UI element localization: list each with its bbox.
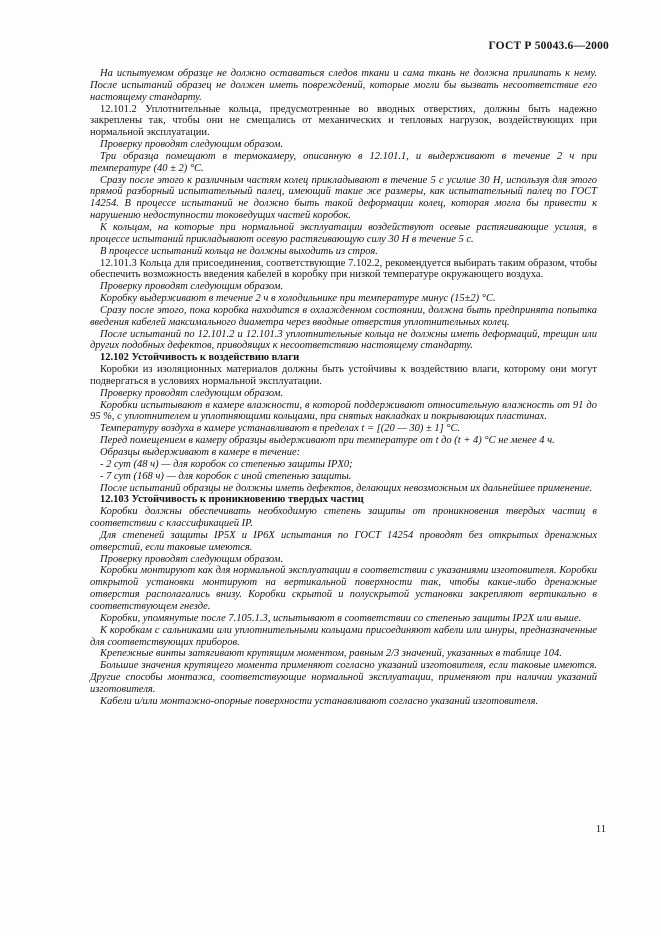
paragraph: Коробки, упомянутые после 7.105.1.3, испытывают в соответствии со степенью защиты IP2X или выше. [100,612,582,624]
paragraph: Коробку выдерживают в течение 2 ч в холодильнике при температуре минус (15±2) °С. [100,293,496,305]
paragraph: Сразу после этого к различным частям колец прикладывают в течение 5 с усилие 30 Н, используя для этого прямой разборный испытательный палец, имеющий такие же размеры, как испытательный палец по ГОСТ 14254. В процессе испытаний не должно быть такой деформации колец, которая могла бы привести к нарушению недоступности токоведущих частей коробок. [90,174,597,222]
section-heading: 12.103 Устойчивость к проникновению твердых частиц [100,494,364,506]
paragraph: Перед помещением в камеру образцы выдерживают при температуре от t до (t + 4) °С не менее 4 ч. [100,435,555,447]
paragraph: Коробки должны обеспечивать необходимую степень защиты от проникновения твердых частиц в соответствии с классификацией IP. [90,506,597,530]
paragraph: Коробки из изоляционных материалов должны быть устойчивы к воздействию влаги, которому они могут подвергаться в условиях нормальной эксплуатации. [90,364,597,387]
paragraph: Проверку проводят следующим образом. [100,139,284,151]
paragraph: Проверку проводят следующим образом. [100,553,284,565]
paragraph: Коробки монтируют как для нормальной эксплуатации в соответствии с указаниями изготовителя. Коробки открытой установки монтируют на вертикальной поверхности так, чтобы какие-либо дренажные отверстия располагались внизу. Коробки скрытой и полускрытой установки закрепляют вертикально в соответствующем гнезде. [90,565,597,612]
paragraph: К кольцам, на которые при нормальной эксплуатации воздействуют осевые растягивающие усилия, в процессе испытаний прикладывают осевую растягивающую силу 30 Н в течение 5 с. [90,221,597,245]
paragraph: Большие значения крутящего момента применяют согласно указаний изготовителя, если таковые имеются. Другие способы монтажа, соответствующие нормальной эксплуатации, применяют при наличии указаний изготовителя. [90,660,597,695]
paragraph: В процессе испытаний кольца не должны выходить из строя. [100,245,378,257]
paragraph: Проверку проводят следующим образом. [100,387,284,399]
list-item: - 7 сут (168 ч) — для коробок с иной степенью защиты. [100,470,352,482]
page-number: 11 [595,824,606,835]
section-heading: 12.102 Устойчивость к воздействию влаги [100,352,300,364]
paragraph: На испытуемом образце не должно оставаться следов ткани и сама ткань не должна прилипать к нему. После испытаний образец не должен иметь повреждений, которые могли бы вызвать несоответствие его настоящему стандарту. [90,68,597,103]
standard-designation: ГОСТ Р 50043.6—2000 [488,40,609,52]
paragraph: Для степеней защиты IP5X и IP6X испытания по ГОСТ 14254 проводят без открытых дренажных отверстий, если таковые имеются. [90,529,597,553]
paragraph: К коробкам с сальниками или уплотнительными кольцами присоединяют кабели или шнуры, предназначенные для соответствующих приборов. [90,624,597,648]
paragraph: После испытаний образцы не должны иметь дефектов, делающих невозможным их дальнейшее применение. [100,482,593,494]
paragraph: После испытаний по 12.101.2 и 12.101.3 уплотнительные кольца не должны иметь деформаций, трещин или других подобных дефектов, приводящих к несоответствию настоящему стандарту. [90,328,597,352]
paragraph: 12.101.2 Уплотнительные кольца, предусмотренные во вводных отверстиях, должны быть надежно закреплены так, чтобы они не смещались от механических и тепловых нагрузок, воздействующих при нормальной эксплуатации. [90,103,597,139]
paragraph: Три образца помещают в термокамеру, описанную в 12.101.1, и выдерживают в течение 2 ч при температуре (40 ± 2) °С. [90,150,597,174]
list-item: - 2 сут (48 ч) — для коробок со степенью защиты IPX0; [100,458,353,470]
paragraph: Проверку проводят следующим образом. [100,281,284,293]
document-body [90,68,597,708]
paragraph: Сразу после этого, пока коробка находится в охлажденном состоянии, должна быть предпринята попытка введения кабелей максимального диаметра через вводные отверстия уплотнительных колец. [90,304,597,328]
paragraph: Образцы выдерживают в камере в течение: [100,447,301,458]
paragraph: 12.101.3 Кольца для присоединения, соответствующие 7.102.2, рекомендуется выбирать таким образом, чтобы обеспечить возможность введения кабелей в коробку при низкой температуре окружающего воздуха. [90,257,597,281]
paragraph: Коробки испытывают в камере влажности, в которой поддерживают относительную влажность от 91 до 95 %, с уплотнителем и уплотняющими кольцами, при снятых накладках и покрывающих пластинах. [90,399,597,423]
paragraph: Температуру воздуха в камере устанавливают в пределах t = [(20 — 30) ± 1] °С. [100,423,461,435]
paragraph: Крепежные винты затягивают крутящим моментом, равным 2/3 значений, указанных в таблице 104. [100,648,562,660]
paragraph: Кабели и/или монтажно-опорные поверхности устанавливают согласно указаний изготовителя. [100,695,539,707]
